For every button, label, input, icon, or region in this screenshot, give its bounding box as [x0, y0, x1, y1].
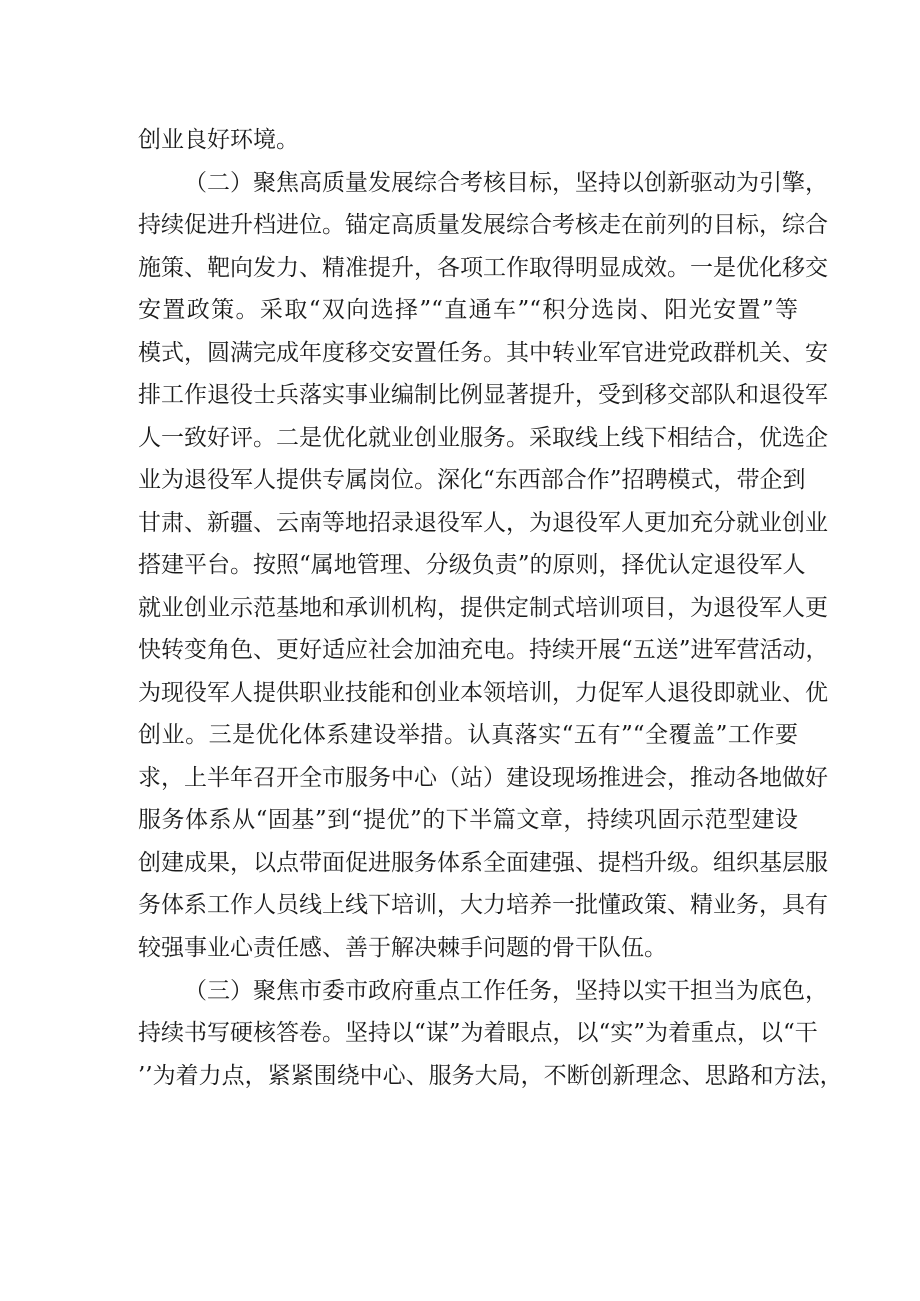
paragraph-line: 创业。三是优化体系建设举措。认真落实“五有”“全覆盖”工作要 — [138, 722, 798, 748]
section-heading-line: （三）聚焦市委市政府重点工作任务，坚持以实干担当为底色， — [184, 978, 828, 1004]
paragraph-line: 持续书写硬核答卷。坚持以“谋”为着眼点，以“实”为着重点，以“干 — [138, 1020, 818, 1046]
paragraph-line: 创建成果，以点带面促进服务体系全面建强、提档升级。组织基层服 — [138, 850, 828, 876]
paragraph-line: 安置政策。采取“双向选择”“直通车”“积分选岗、阳光安置”等 — [138, 297, 798, 323]
paragraph-line: 为现役军人提供职业技能和创业本领培训，力促军人退役即就业、优 — [138, 680, 828, 706]
paragraph-line: 创业良好环境。 — [138, 127, 299, 153]
paragraph-line: 就业创业示范基地和承训机构，提供定制式培训项目，为退役军人更 — [138, 595, 828, 621]
paragraph-line: 快转变角色、更好适应社会加油充电。持续开展“五送”进军营活动， — [138, 637, 829, 663]
section-heading-line: （二）聚焦高质量发展综合考核目标，坚持以创新驱动为引擎， — [184, 170, 828, 196]
paragraph-line: 排工作退役士兵落实事业编制比例显著提升，受到移交部队和退役军 — [138, 382, 828, 408]
paragraph-line: 施策、靶向发力、精准提升，各项工作取得明显成效。一是优化移交 — [138, 255, 828, 281]
paragraph-line: 求，上半年召开全市服务中心（站）建设现场推进会，推动各地做好 — [138, 765, 828, 791]
paragraph-line: 搭建平台。按照“属地管理、分级负责”的原则，择优认定退役军人 — [138, 552, 806, 578]
paragraph-line: 务体系工作人员线上线下培训，大力培养一批懂政策、精业务，具有 — [138, 892, 828, 918]
paragraph-line: 模式，圆满完成年度移交安置任务。其中转业军官进党政群机关、安 — [138, 340, 828, 366]
paragraph-line: 持续促进升档进位。锚定高质量发展综合考核走在前列的目标，综合 — [138, 212, 828, 238]
paragraph-line: 较强事业心责任感、善于解决棘手问题的骨干队伍。 — [138, 935, 667, 961]
paragraph-line: 服务体系从“固基”到“提优”的下半篇文章，持续巩固示范型建设 — [138, 807, 798, 833]
paragraph-line: 人一致好评。二是优化就业创业服务。采取线上线下相结合，优选企 — [138, 425, 828, 451]
paragraph-line: 业为退役军人提供专属岗位。深化“东西部合作”招聘模式，带企到 — [138, 467, 806, 493]
paragraph-line: ’’为着力点，紧紧围绕中心、服务大局，不断创新理念、思路和方法， — [138, 1063, 843, 1089]
paragraph-line: 甘肃、新疆、云南等地招录退役军人，为退役军人更加充分就业创业 — [138, 510, 828, 536]
